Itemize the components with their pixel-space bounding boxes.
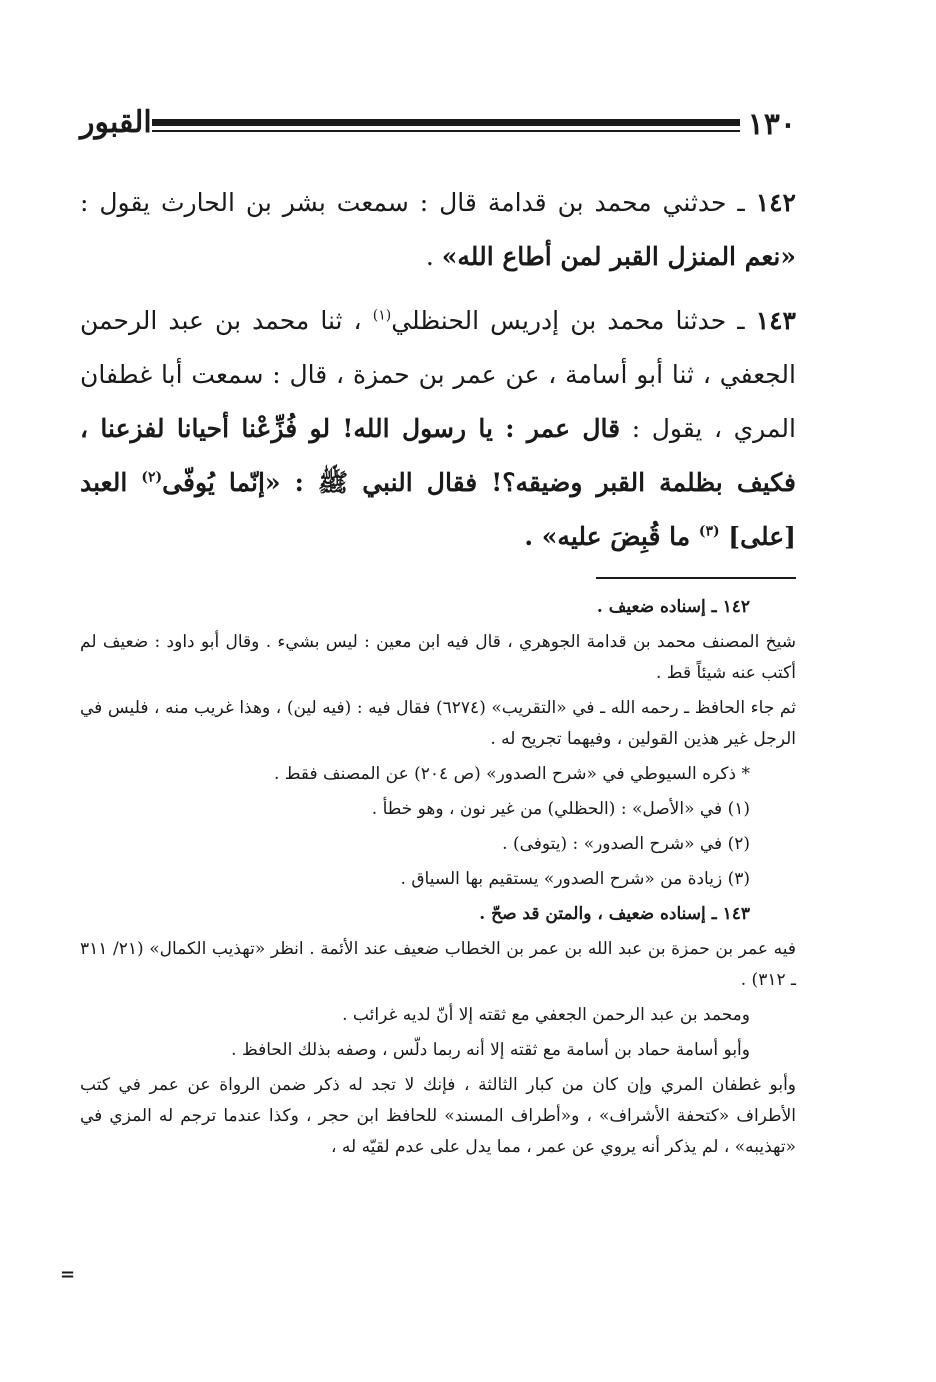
hadith-quote: العبد [على] xyxy=(80,468,796,551)
hadith-end: . xyxy=(425,242,442,271)
footnote-ref-3: (٣) xyxy=(698,523,720,540)
hadith-142 xyxy=(80,176,796,284)
hadith-text: ، ثنا محمد بن عبد الرحمن الجعفي ، ثنا أبو أسامة ، عن عمر بن حمزة ، قال : سمعت أبا غطفان المري ، يقول : xyxy=(80,306,796,443)
footnote-item: * ذكره السيوطي في «شرح الصدور» (ص ٢٠٤) عن المصنف فقط . xyxy=(273,764,750,784)
footnote-item: ثم جاء الحافظ ـ رحمه الله ـ في «التقريب» (٦٢٧٤) فقال فيه : (فيه لين) ، وهذا غريب منه ، فليس في الرجل غير هذين القولين ، وفيهما تجريح له . xyxy=(80,698,796,749)
footnote-item: وأبو أسامة حماد بن أسامة مع ثقته إلا أنه ربما دلّس ، وصفه بذلك الحافظ . xyxy=(231,1040,750,1060)
footnotes xyxy=(80,592,796,1167)
hadith-143 xyxy=(80,294,796,564)
hadith-number: ١٤٢ xyxy=(755,188,796,217)
page-number: ١٣٠ xyxy=(747,107,796,142)
hadith-text: ـ حدثنا محمد بن إدريس الحنظلي xyxy=(391,306,756,335)
footnote-item: (٢) في «شرح الصدور» : (يتوفى) . xyxy=(502,834,750,854)
footnote-item: فيه عمر بن حمزة بن عبد الله بن عمر بن الخطاب ضعيف عند الأئمة . انظر «تهذيب الكمال» (٢١/ ٣١١ ـ ٣١٢) . xyxy=(80,939,796,990)
footnote-item: وأبو غطفان المري وإن كان من كبار الثالثة ، فإنك لا تجد له ذكر ضمن الرواة عن عمر في كتب الأطراف «كتحفة الأشراف» ، و«أطراف المسند» للحافظ ابن حجر ، وكذا عندما ترجم له المزي في «تهذيبه» ، لم يذكر أنه يروي عن عمر ، مما يدل على عدم لقيّه له ، xyxy=(80,1075,796,1157)
footnote-item: ومحمد بن عبد الرحمن الجعفي مع ثقته إلا أنّ لديه غرائب . xyxy=(342,1005,750,1025)
footnote-ref-1: (١) xyxy=(372,307,392,324)
header-rule xyxy=(152,119,740,133)
main-text xyxy=(80,176,796,574)
continuation-mark: = xyxy=(60,1264,76,1285)
page-header xyxy=(80,105,796,149)
hadith-quote: «نعم المنزل القبر لمن أطاع الله» xyxy=(441,242,796,271)
footnote-item: شيخ المصنف محمد بن قدامة الجوهري ، قال فيه ابن معين : ليس بشيء . وقال أبو داود : ضعيف لم أكتب عنه شيئاً قط . xyxy=(80,632,796,683)
footnote-item: (٣) زيادة من «شرح الصدور» يستقيم بها السياق . xyxy=(400,869,750,889)
hadith-number: ١٤٣ xyxy=(755,306,796,335)
footnote-item: ١٤٣ ـ إسناده ضعيف ، والمتن قد صحّ . xyxy=(479,904,750,924)
footnote-ref-2: (٢) xyxy=(141,469,163,486)
hadith-quote: ما قُبِضَ عليه» . xyxy=(524,522,699,551)
footnote-separator xyxy=(596,577,796,579)
footnote-item: (١) في «الأصل» : (الحظلي) من غير نون ، وهو خطأ . xyxy=(371,799,750,819)
hadith-quote: قال عمر : يا رسول الله! لو فُزِّعْنا أحيانا لفزعنا ، فكيف بظلمة القبر وضيقه؟! فقال النبي ﷺ : «إنّما يُوفّى xyxy=(80,414,796,497)
hadith-text: ـ حدثني محمد بن قدامة قال : سمعت بشر بن الحارث يقول : xyxy=(80,188,756,217)
running-title: القبور xyxy=(80,105,152,140)
footnote-item: ١٤٢ ـ إسناده ضعيف . xyxy=(596,597,750,617)
